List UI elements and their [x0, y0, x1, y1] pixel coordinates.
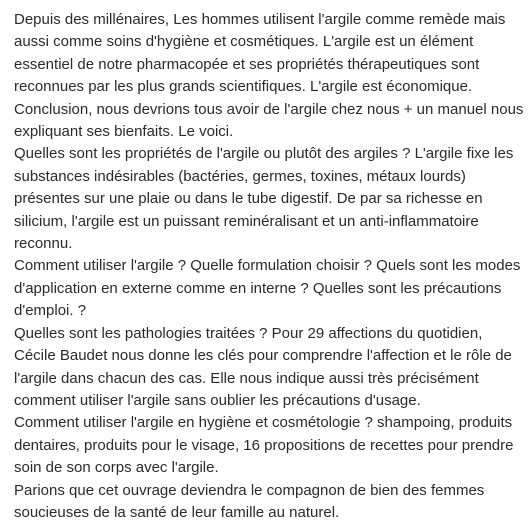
- paragraph-hygiene: Comment utiliser l'argile en hygiène et cosmétologie ? shampoing, produits dentaires, produits pour le visage, 16 propositions de recettes pour prendre soin de son corps avec l'argile.: [14, 414, 514, 477]
- paragraph-pathologies: Quelles sont les pathologies traitées ? Pour 29 affections du quotidien, Cécile Baudet nous donne les clés pour comprendre l'affection et le rôle de l'argile dans chacun des cas. Elle nous indique aussi très précisément comment utiliser l'argile sans oublier les précautions d'usage.: [14, 324, 512, 409]
- paragraph-properties: Quelles sont les propriétés de l'argile ou plutôt des argiles ? L'argile fixe les substances indésirables (bactéries, germes, toxines, métaux lourds) présentes sur une plaie ou dans le tube digestif. De par sa richesse en silicium, l'argile est un puissant reminéralisant et un anti-inflammatoire reconnu.: [14, 145, 514, 253]
- paragraph-conclusion: Parions que cet ouvrage deviendra le compagnon de bien des femmes soucieuses de la santé de leur famille au naturel.: [14, 481, 485, 521]
- document-body: [14, 9, 526, 524]
- paragraph-intro: Depuis des millénaires, Les hommes utilisent l'argile comme remède mais aussi comme soins d'hygiène et cosmétiques. L'argile est un élément essentiel de notre pharmacopée et ses propriétés thérapeutiques sont reconnues par les plus grands scientifiques. L'argile est économique. Conclusion, nous devrions tous avoir de l'argile chez nous + un manuel nous expliquant ses bienfaits. Le voici.: [14, 11, 524, 141]
- paragraph-usage: Comment utiliser l'argile ? Quelle formulation choisir ? Quels sont les modes d'application en externe comme en interne ? Quelles sont les précautions d'emploi. ?: [14, 257, 521, 320]
